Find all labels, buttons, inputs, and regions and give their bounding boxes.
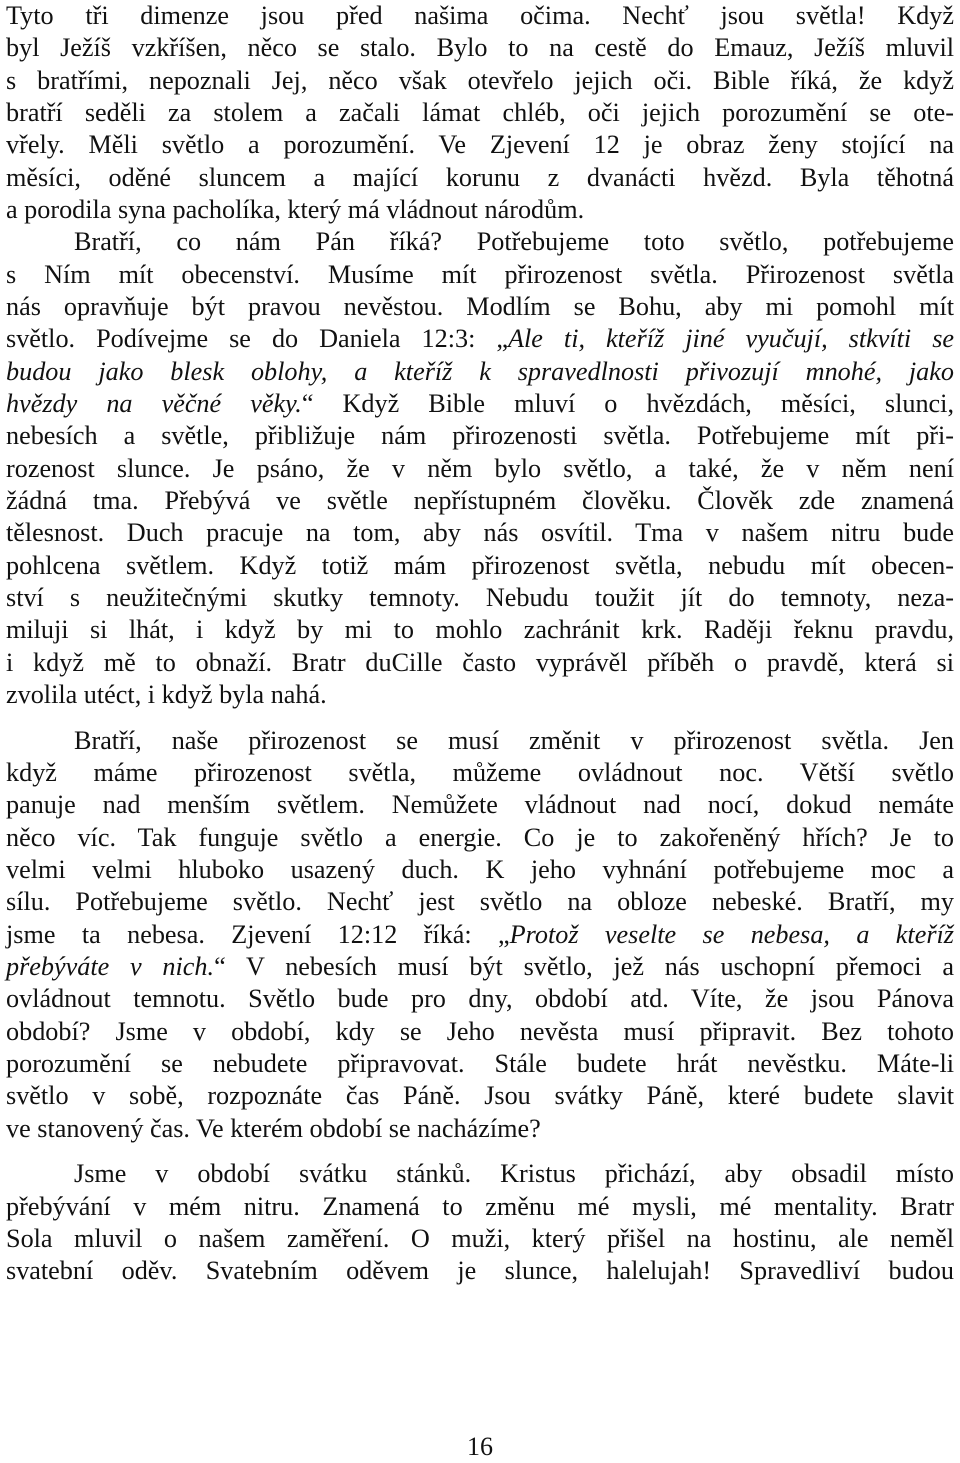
text-line — [6, 1191, 954, 1223]
text-line — [6, 1223, 954, 1255]
text-line — [6, 1113, 954, 1145]
text-segment: byl Ježíš vzkříšen, něco se stalo. Bylo to na cestě do Emauz, Ježíš mluvil — [6, 33, 954, 63]
text-line — [6, 854, 954, 886]
text-segment: vřely. Měli světlo a porozumění. Ve Zjevení 12 je obraz ženy stojící na — [6, 130, 954, 160]
text-segment: světlo. Podívejme se do Daniela 12:3: „ — [6, 324, 509, 354]
text-segment: měsíci, oděné sluncem a mající korunu z dvanácti hvězd. Byla těhotná — [6, 162, 954, 192]
text-segment: “ V nebesích musí být světlo, jež nás uschopní přemoci a — [214, 952, 954, 982]
text-line — [6, 886, 954, 918]
italic-quote-segment: Protož veselte se nebesa, a kteříž — [509, 919, 954, 949]
text-segment: Sola mluvil o našem zaměření. O muži, který přišel na hostinu, ale neměl — [6, 1224, 954, 1254]
text-segment: světlo v sobě, rozpoznáte čas Páně. Jsou svátky Páně, které budete slavit — [6, 1081, 954, 1111]
text-line — [6, 194, 954, 226]
text-segment: Jsme v období svátku stánků. Kristus přichází, aby obsadil místo — [74, 1159, 954, 1189]
page-number: 16 — [467, 1432, 493, 1461]
text-segment: tělesnost. Duch pracuje na tom, aby nás osvítil. Tma v našem nitru bude — [6, 518, 954, 548]
text-line — [6, 453, 954, 485]
text-line — [6, 1080, 954, 1112]
text-segment: velmi velmi hluboko usazený duch. K jeho vyhnání potřebujeme moc a — [6, 855, 954, 885]
text-line — [6, 647, 954, 679]
text-segment: jsme ta nebesa. Zjevení 12:12 říká: „ — [6, 919, 510, 949]
text-line — [6, 226, 954, 258]
text-line — [6, 822, 954, 854]
text-segment: Bratří, co nám Pán říká? Potřebujeme toto světlo, potřebujeme — [74, 227, 954, 257]
text-segment: pohlcena světlem. Když totiž mám přirozenost světla, nebudu mít obecen- — [6, 550, 954, 580]
text-line — [6, 1255, 954, 1287]
text-line — [6, 517, 954, 549]
text-segment: zvolila utéct, i když byla nahá. — [6, 679, 327, 709]
text-line — [6, 32, 954, 64]
text-segment: když máme přirozenost světla, můžeme ovládnout noc. Větší světlo — [6, 758, 954, 788]
text-segment: panuje nad menším světlem. Nemůžete vládnout nad nocí, dokud nemáte — [6, 790, 954, 820]
text-line — [6, 614, 954, 646]
italic-quote-segment: hvězdy na věčné věky. — [6, 388, 302, 418]
text-line — [6, 356, 954, 388]
text-line — [6, 420, 954, 452]
paragraph — [6, 1158, 954, 1287]
text-segment: sílu. Potřebujeme světlo. Nechť jest světlo na obloze nebeské. Bratří, my — [6, 887, 954, 917]
text-segment: s bratřími, nepoznali Jej, něco však otevřelo jejich oči. Bible říká, že když — [6, 65, 954, 95]
body-text — [6, 0, 954, 1288]
italic-quote-segment: přebýváte v nich. — [6, 952, 215, 982]
text-line — [6, 65, 954, 97]
text-line — [6, 388, 954, 420]
text-segment: “ Když Bible mluví o hvězdách, měsíci, slunci, — [301, 388, 954, 418]
text-segment: ve stanovený čas. Ve kterém období se nacházíme? — [6, 1113, 541, 1143]
text-line — [6, 0, 954, 32]
italic-quote-segment: budou jako blesk oblohy, a kteříž k spravedlnosti přivozují mnohé, jako — [6, 356, 954, 386]
text-segment: žádná tma. Přebývá ve světle nepřístupném člověku. Člověk zde znamená — [6, 485, 954, 515]
text-segment: i když mě to obnaží. Bratr duCille často vyprávěl příběh o pravdě, která si — [6, 647, 954, 677]
text-segment: ství s neužitečnými skutky temnoty. Nebudu toužit jít do temnoty, neza- — [6, 582, 954, 612]
text-segment: porozumění se nebudete připravovat. Stále budete hrát nevěstku. Máte-li — [6, 1049, 954, 1078]
text-segment: období? Jsme v období, kdy se Jeho nevěsta musí připravit. Bez tohoto — [6, 1016, 954, 1046]
text-segment: Tyto tři dimenze jsou před našima očima. Nechť jsou světla! Když — [6, 1, 954, 30]
text-segment: s Ním mít obecenství. Musíme mít přirozenost světla. Přirozenost světla — [6, 259, 954, 289]
text-line — [6, 129, 954, 161]
text-line — [6, 983, 954, 1015]
text-line — [6, 291, 954, 323]
text-line — [6, 951, 954, 983]
text-line — [6, 582, 954, 614]
text-segment: a porodila syna pacholíka, který má vládnout národům. — [6, 194, 585, 224]
text-line — [6, 757, 954, 789]
text-line — [6, 1158, 954, 1190]
text-line — [6, 679, 954, 711]
text-line — [6, 550, 954, 582]
text-line — [6, 1048, 954, 1080]
text-segment: bratří seděli za stolem a začali lámat chléb, oči jejich porozumění se ote- — [6, 97, 954, 127]
paragraph — [6, 725, 954, 1145]
text-line — [6, 97, 954, 129]
text-line — [6, 789, 954, 821]
italic-quote-segment: Ale ti, kteříž jiné vyučují, stkvíti se — [508, 324, 955, 354]
text-segment: Bratří, naše přirozenost se musí změnit v přirozenost světla. Jen — [74, 725, 954, 755]
text-segment: nás opravňuje být pravou nevěstou. Modlím se Bohu, aby mi pomohl mít — [6, 291, 954, 321]
text-segment: miluji si lhát, i když by mi to mohlo zachránit krk. Raději řeknu pravdu, — [6, 615, 954, 645]
text-line — [6, 162, 954, 194]
text-line — [6, 725, 954, 757]
text-segment: něco víc. Tak funguje světlo a energie. Co je to zakořeněný hřích? Je to — [6, 822, 954, 852]
text-segment: ovládnout temnotu. Světlo bude pro dny, období atd. Víte, že jsou Pánova — [6, 984, 954, 1014]
text-line — [6, 323, 954, 355]
paragraph — [6, 0, 954, 711]
text-segment: nebesích a světle, přibližuje nám přirozenosti světla. Potřebujeme mít při- — [6, 421, 954, 451]
text-line — [6, 259, 954, 291]
text-line — [6, 485, 954, 517]
text-segment: přebývání v mém nitru. Znamená to změnu mé mysli, mé mentality. Bratr — [6, 1191, 954, 1221]
text-line — [6, 919, 954, 951]
text-line — [6, 1016, 954, 1048]
text-segment: svatební oděv. Svatebním oděvem je slunce, halelujah! Spravedliví budou — [6, 1256, 954, 1286]
text-segment: rozenost slunce. Je psáno, že v něm bylo světlo, a také, že v něm není — [6, 453, 954, 483]
